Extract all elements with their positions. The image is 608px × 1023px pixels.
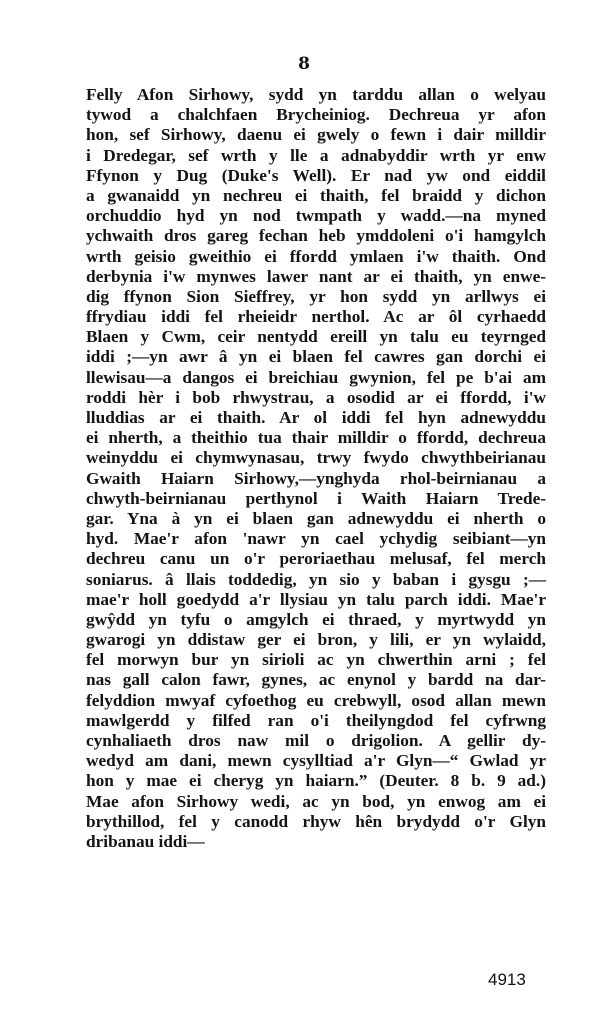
- text-line: hon y mae ei cheryg yn haiarn.” (Deuter. 8 b. 9 ad.): [86, 771, 546, 791]
- text-line: ffrydiau iddi fel rheieidr nerthol. Ac ar ôl cyrhaedd: [86, 307, 546, 327]
- text-line: wedyd am dani, mewn cysylltiad a'r Glyn—“ Gwlad yr: [86, 751, 546, 771]
- text-line: fel morwyn bur yn sirioli ac yn chwerthin arni ; fel: [86, 650, 546, 670]
- text-line: wrth geisio gweithio ei ffordd ymlaen i'w thaith. Ond: [86, 246, 546, 266]
- text-line: Mae afon Sirhowy wedi, ac yn bod, yn enwog am ei: [86, 791, 546, 811]
- text-line: weinyddu ei chymwynasau, trwy fwydo chwythbeirianau: [86, 448, 546, 468]
- text-line: cynhaliaeth dros naw mil o drigolion. A gellir dy-: [86, 731, 546, 750]
- text-line: iddi ;—yn awr â yn ei blaen fel cawres gan dorchi ei: [86, 347, 546, 367]
- text-line: a gwanaidd yn nechreu ei thaith, fel braidd y dichon: [86, 185, 546, 205]
- text-line: roddi hèr i bob rhwystrau, a osodid ar ei ffordd, i'w: [86, 387, 546, 407]
- text-line: chwyth-beirnianau perthynol i Waith Haiarn Trede-: [86, 488, 546, 508]
- text-line: i Dredegar, sef wrth y lle a adnabyddir wrth yr enw: [86, 145, 546, 165]
- text-line: gar. Yna à yn ei blaen gan adnewyddu ei nherth o: [86, 508, 546, 528]
- text-line: mawlgerdd y filfed ran o'i theilyngdod fel cyfrwng: [86, 710, 546, 730]
- text-line: soniarus. â llais toddedig, yn sio y baban i gysgu ;—: [86, 569, 546, 589]
- text-line: gwarogi yn ddistaw ger ei bron, y lili, er yn wylaidd,: [86, 630, 546, 650]
- page-number: 8: [298, 54, 310, 74]
- text-line: ychwaith dros gareg fechan heb ymddoleni o'i hamgylch: [86, 226, 546, 246]
- text-line: Ffynon y Dug (Duke's Well). Er nad yw ond eiddil: [86, 165, 546, 185]
- text-line: derbynia i'w mynwes lawer nant ar ei thaith, yn enwe-: [86, 266, 546, 286]
- text-line: ei nherth, a theithio tua thair milldir o ffordd, dechreua: [86, 428, 546, 448]
- text-line: mae'r holl goedydd a'r llysiau yn talu parch iddi. Mae'r: [86, 589, 546, 609]
- text-line: gwŷdd yn tyfu o amgylch ei thraed, y myrtwydd yn: [86, 609, 546, 629]
- text-line: hon, sef Sirhowy, daenu ei gwely o fewn i dair milldir: [86, 125, 546, 145]
- footer-number: 4913: [488, 970, 526, 989]
- text-line: felyddion mwyaf cyfoethog eu crebwyll, osod allan mewn: [86, 690, 546, 710]
- text-line: dig ffynon Sion Sieffrey, yr hon sydd yn arllwys ei: [86, 286, 546, 306]
- text-line: llewisau—a dangos ei breichiau gwynion, fel pe b'ai am: [86, 367, 546, 387]
- body-text: [86, 85, 546, 852]
- text-line: brythillod, fel y canodd rhyw hên brydydd o'r Glyn: [86, 811, 546, 831]
- text-line: orchuddio hyd yn nod twmpath y wadd.—na myned: [86, 206, 546, 226]
- text-line: Felly Afon Sirhowy, sydd yn tarddu allan o welyau: [86, 85, 546, 104]
- text-line: dribanau iddi—: [86, 831, 205, 851]
- text-line: Blaen y Cwm, ceir nentydd ereill yn talu eu teyrnged: [86, 327, 546, 347]
- text-line: lluddias ar ei thaith. Ar ol iddi fel hyn adnewyddu: [86, 408, 546, 427]
- text-line: hyd. Mae'r afon 'nawr yn cael ychydig seibiant—yn: [86, 529, 546, 549]
- text-line: dechreu canu un o'r peroriaethau melusaf, fel merch: [86, 549, 546, 569]
- text-line: Gwaith Haiarn Sirhowy,—ynghyda rhol-beirnianau a: [86, 468, 546, 488]
- text-line: nas gall calon fawr, gynes, ac enynol y bardd na dar-: [86, 670, 546, 690]
- text-line: tywod a chalchfaen Brycheiniog. Dechreua yr afon: [86, 105, 546, 125]
